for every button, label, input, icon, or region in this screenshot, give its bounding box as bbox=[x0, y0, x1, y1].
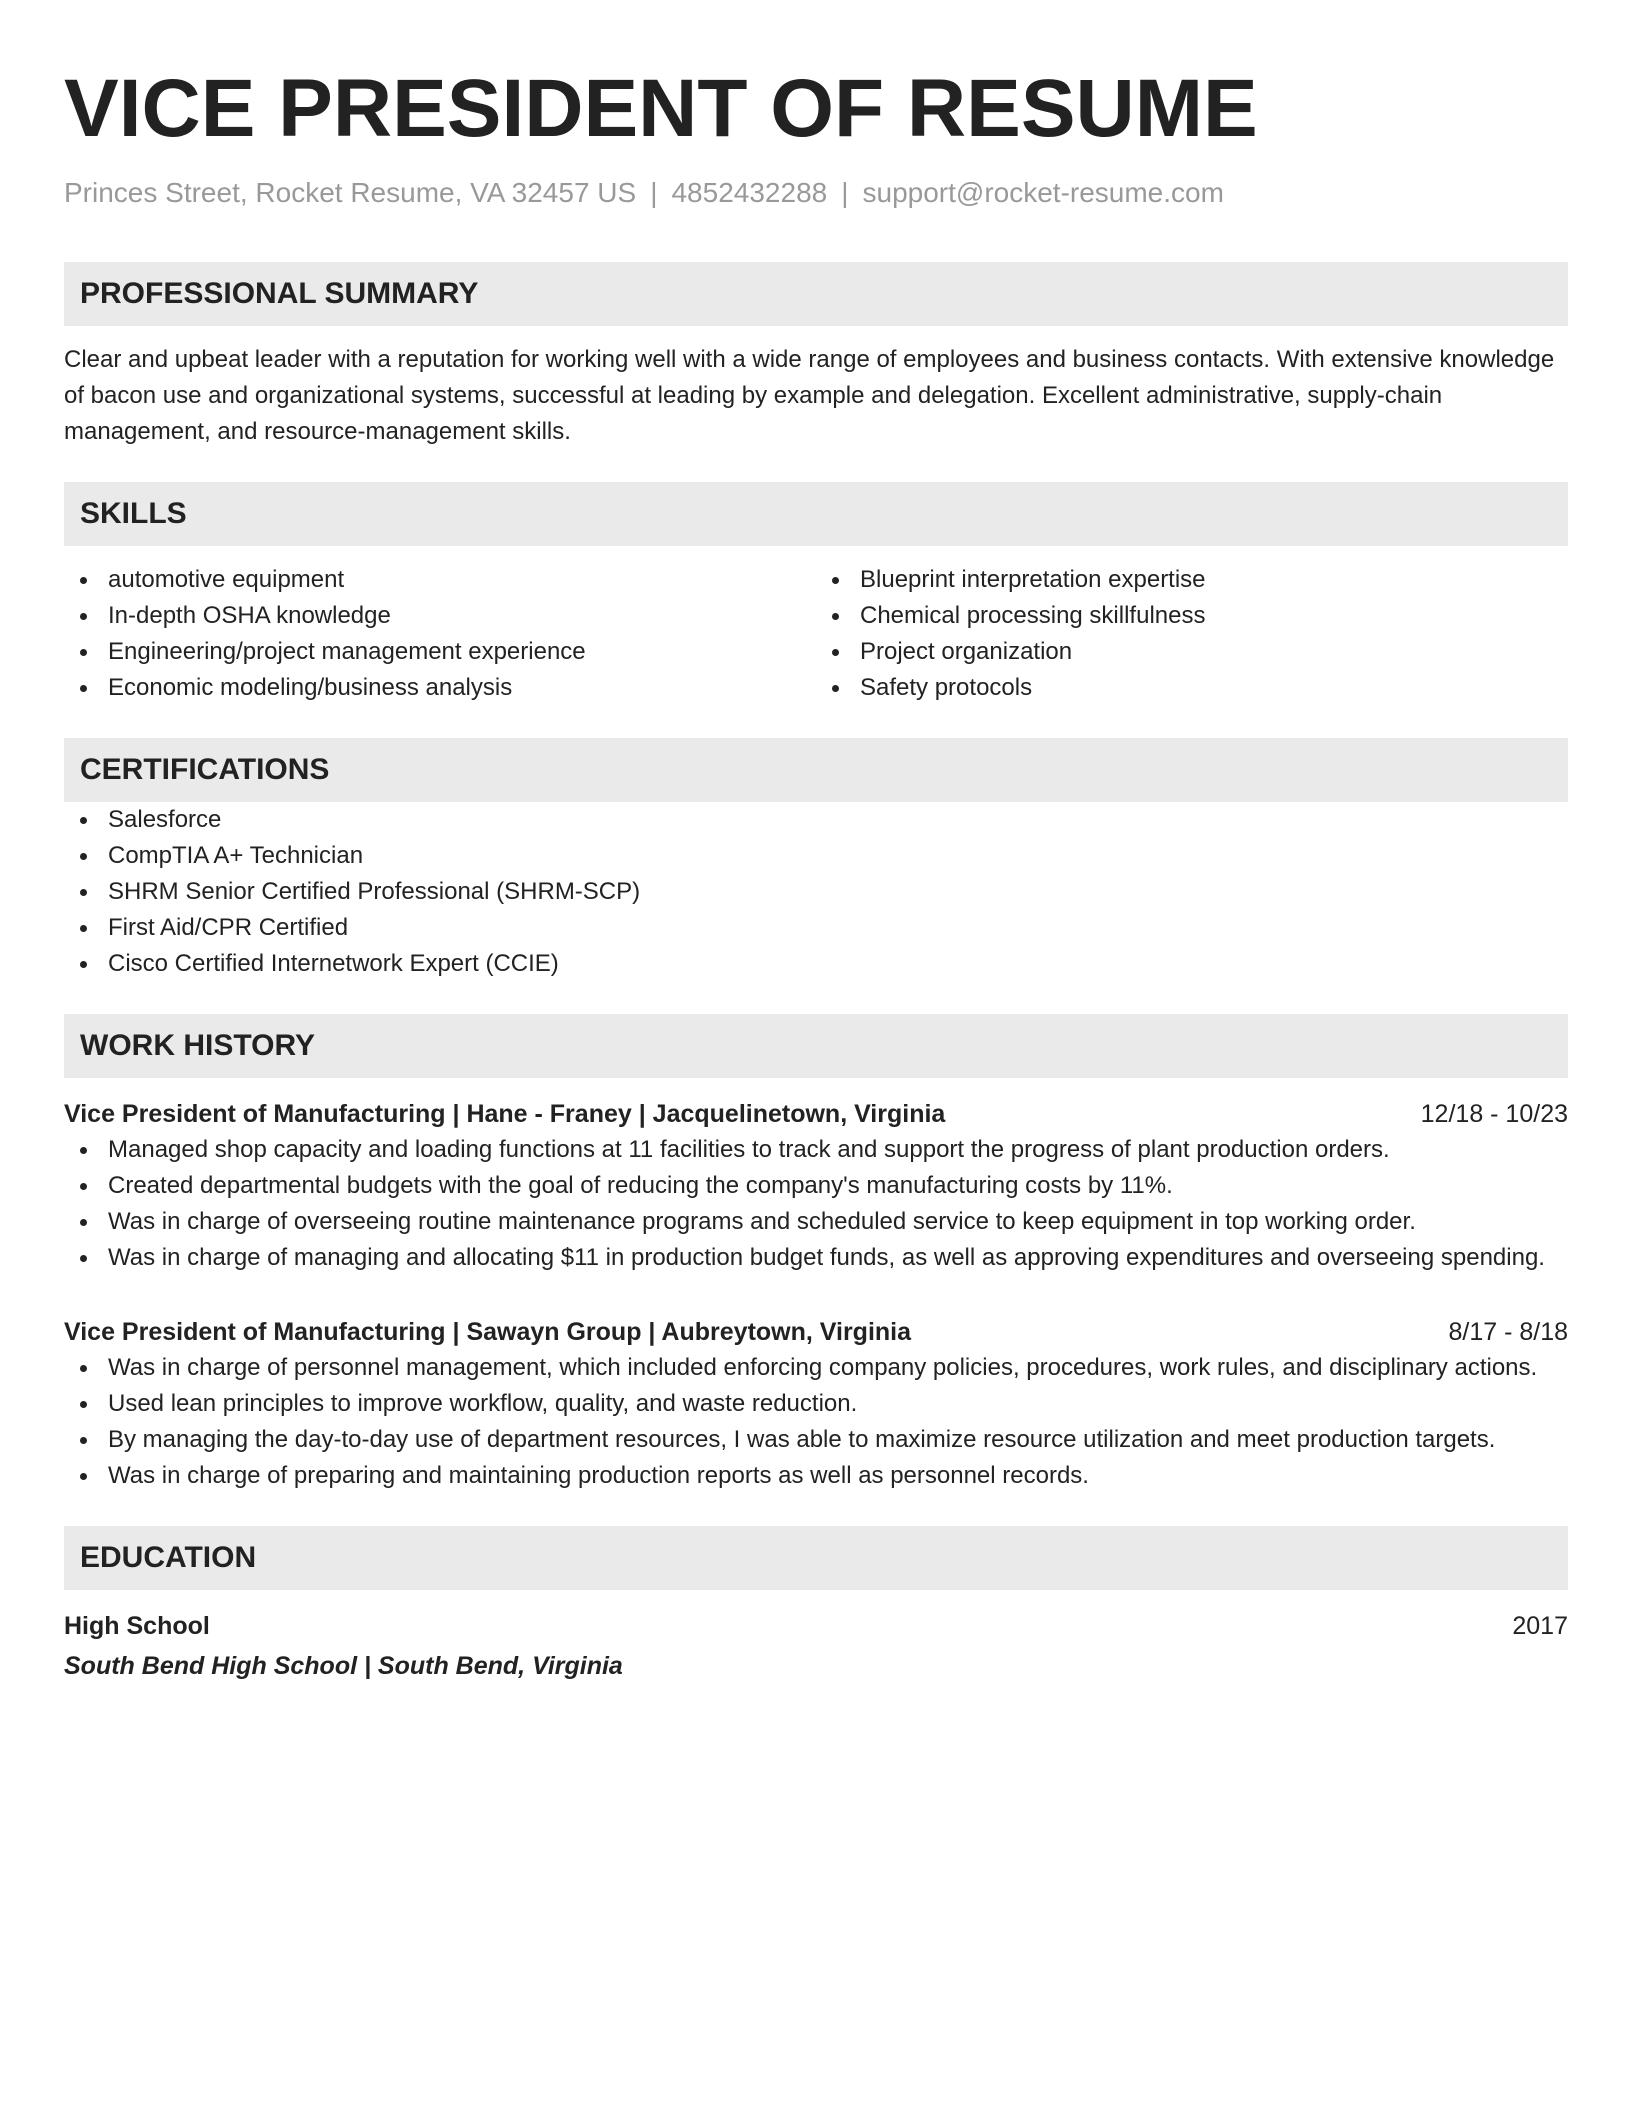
contact-email: support@rocket-resume.com bbox=[862, 177, 1224, 208]
skill-item: In-depth OSHA knowledge bbox=[64, 598, 816, 634]
contact-separator: | bbox=[650, 177, 658, 208]
certifications-heading: CERTIFICATIONS bbox=[64, 738, 1568, 802]
job-bullet: Was in charge of preparing and maintaining production reports as well as personnel records. bbox=[64, 1458, 1568, 1494]
contact-separator: | bbox=[841, 177, 849, 208]
contact-phone: 4852432288 bbox=[671, 177, 828, 208]
job-bullet: By managing the day-to-day use of department resources, I was able to maximize resource utilization and meet production targets. bbox=[64, 1422, 1568, 1458]
certification-item: CompTIA A+ Technician bbox=[64, 838, 1568, 874]
contact-address: Princes Street, Rocket Resume, VA 32457 US bbox=[64, 177, 637, 208]
job-entry bbox=[64, 1314, 1568, 1494]
summary-text: Clear and upbeat leader with a reputation for working well with a wide range of employees and business contacts. With extensive knowledge of bacon use and organizational systems, successful at leading by example and delegation. Excellent administrative, supply-chain management, and resource-management skills. bbox=[64, 345, 1555, 445]
work-history-heading: WORK HISTORY bbox=[64, 1014, 1568, 1078]
education-degree: High School bbox=[64, 1611, 210, 1640]
job-bullet: Was in charge of overseeing routine maintenance programs and scheduled service to keep equipment in top working order. bbox=[64, 1204, 1568, 1240]
job-bullet: Was in charge of managing and allocating $11 in production budget funds, as well as approving expenditures and overseeing spending. bbox=[64, 1240, 1568, 1276]
certifications-list bbox=[64, 802, 1568, 982]
skills-list-left bbox=[64, 562, 816, 706]
skill-item: Project organization bbox=[816, 634, 1568, 670]
job-bullets bbox=[64, 1132, 1568, 1276]
certifications-section bbox=[64, 738, 1568, 982]
job-entry bbox=[64, 1096, 1568, 1276]
work-history-section bbox=[64, 1014, 1568, 1494]
education-school: South Bend High School | South Bend, Virginia bbox=[64, 1651, 623, 1680]
certification-item: Salesforce bbox=[64, 802, 1568, 838]
skills-list-right bbox=[816, 562, 1568, 706]
education-section bbox=[64, 1526, 1568, 1684]
job-title: Vice President of Manufacturing | Sawayn Group | Aubreytown, Virginia bbox=[64, 1317, 912, 1346]
certification-item: First Aid/CPR Certified bbox=[64, 910, 1568, 946]
contact-line bbox=[64, 176, 1568, 210]
skill-item: Chemical processing skillfulness bbox=[816, 598, 1568, 634]
job-title: Vice President of Manufacturing | Hane - Franey | Jacquelinetown, Virginia bbox=[64, 1099, 946, 1128]
job-bullet: Used lean principles to improve workflow, quality, and waste reduction. bbox=[64, 1386, 1568, 1422]
summary-heading: PROFESSIONAL SUMMARY bbox=[64, 262, 1568, 326]
skill-item: Economic modeling/business analysis bbox=[64, 670, 816, 706]
summary-section bbox=[64, 262, 1568, 450]
job-bullets bbox=[64, 1350, 1568, 1494]
job-bullet: Created departmental budgets with the goal of reducing the company's manufacturing costs by 11%. bbox=[64, 1168, 1568, 1204]
education-header bbox=[64, 1608, 1568, 1644]
job-header bbox=[64, 1096, 1568, 1132]
job-dates: 8/17 - 8/18 bbox=[1448, 1317, 1568, 1346]
skill-item: Safety protocols bbox=[816, 670, 1568, 706]
resume-name-title: VICE PRESIDENT OF RESUME bbox=[64, 63, 1258, 154]
skills-grid bbox=[64, 562, 1568, 706]
education-year: 2017 bbox=[1512, 1611, 1568, 1640]
certification-item: Cisco Certified Internetwork Expert (CCIE) bbox=[64, 946, 1568, 982]
skills-section bbox=[64, 482, 1568, 706]
skill-item: Engineering/project management experience bbox=[64, 634, 816, 670]
job-bullet: Was in charge of personnel management, which included enforcing company policies, procedures, work rules, and disciplinary actions. bbox=[64, 1350, 1568, 1386]
job-header bbox=[64, 1314, 1568, 1350]
job-bullet: Managed shop capacity and loading functions at 11 facilities to track and support the progress of plant production orders. bbox=[64, 1132, 1568, 1168]
certification-item: SHRM Senior Certified Professional (SHRM-SCP) bbox=[64, 874, 1568, 910]
job-dates: 12/18 - 10/23 bbox=[1420, 1099, 1568, 1128]
education-heading: EDUCATION bbox=[64, 1526, 1568, 1590]
skills-heading: SKILLS bbox=[64, 482, 1568, 546]
skill-item: automotive equipment bbox=[64, 562, 816, 598]
skill-item: Blueprint interpretation expertise bbox=[816, 562, 1568, 598]
